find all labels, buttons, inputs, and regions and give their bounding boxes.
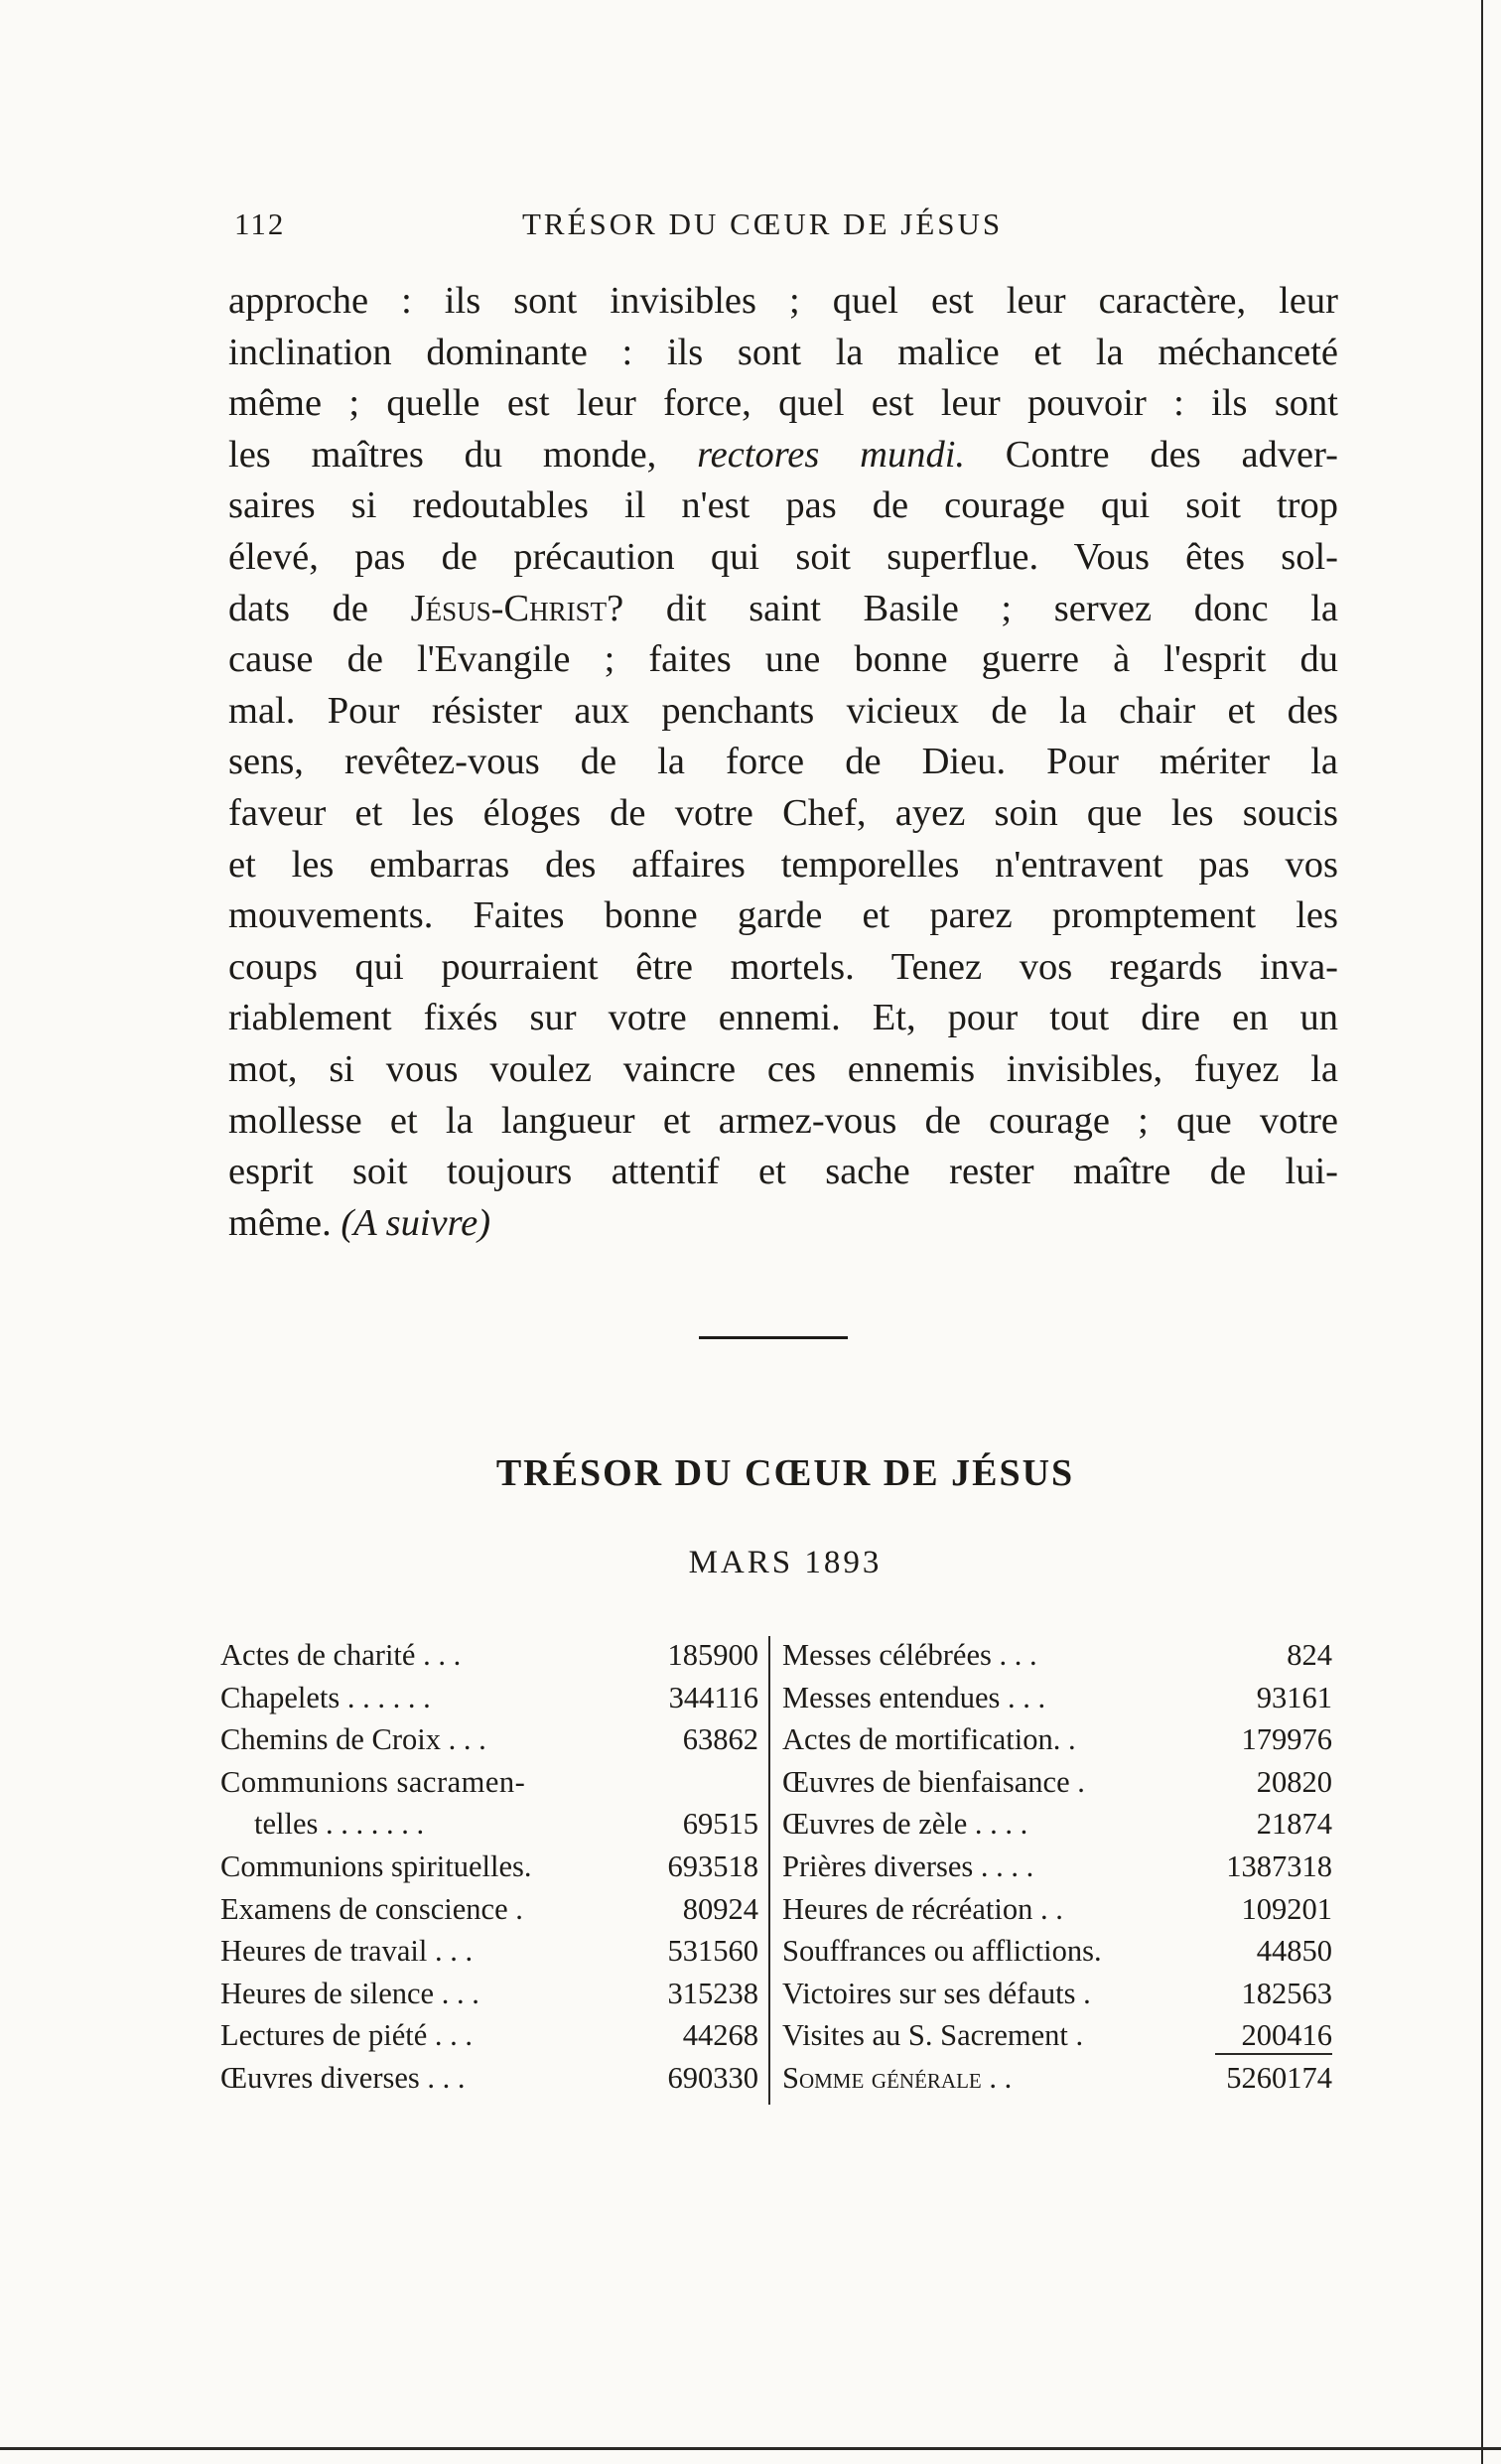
row-label: Heures de récréation . . — [782, 1891, 1063, 1926]
row-label: Œuvres de zèle . . . . — [782, 1807, 1028, 1842]
row-label: Lectures de piété . . . — [220, 2018, 474, 2053]
page-bottom-line — [0, 2447, 1501, 2450]
section-title: TRÉSOR DU CŒUR DE JÉSUS — [495, 1452, 1075, 1494]
table-row — [782, 1718, 1332, 1761]
table-row — [220, 2057, 766, 2100]
text-line: inclination dominante : ils sont la malice et la méchanceté — [228, 331, 1338, 373]
page-number: 112 — [234, 206, 286, 241]
table-row — [220, 1803, 766, 1846]
text-line: riablement fixés sur votre ennemi. Et, pour tout dire en un — [228, 997, 1338, 1039]
row-value: 693518 — [667, 1848, 758, 1883]
text-line: mouvements. Faites bonne garde et parez promptement les — [228, 894, 1338, 937]
row-value: 20820 — [1256, 1764, 1332, 1799]
row-label: Actes de charité . . . — [220, 1638, 462, 1672]
row-label: Messes entendues . . . — [782, 1680, 1046, 1714]
row-label: Heures de silence . . . — [220, 1976, 479, 2010]
row-value: 690330 — [667, 2060, 758, 2095]
table-row — [782, 1634, 1332, 1677]
row-label: Communions spirituelles. — [220, 1848, 532, 1883]
text-line: mal. Pour résister aux penchants vicieux de la chair et des — [228, 689, 1338, 732]
text-line: et les embarras des affaires temporelles n'entravent pas vos — [228, 843, 1338, 886]
row-value: 21874 — [1256, 1807, 1332, 1842]
row-label: telles . . . . . . . — [254, 1807, 425, 1842]
table-row — [220, 1973, 766, 2015]
statistics-table — [220, 1634, 1332, 2111]
text-line: faveur et les éloges de votre Chef, ayez soin que les soucis — [228, 791, 1338, 834]
row-label: Actes de mortification. . — [782, 1722, 1076, 1757]
table-row — [220, 1761, 766, 1804]
text-line: saires si redoutables il n'est pas de courage qui soit trop — [228, 484, 1338, 527]
body-text — [228, 276, 1338, 1249]
text-fragment: Contre des adver- — [965, 433, 1338, 476]
text-line — [228, 430, 1338, 481]
row-value: 824 — [1287, 1638, 1332, 1672]
table-row — [220, 1677, 766, 1719]
table-row — [220, 1718, 766, 1761]
table-row — [782, 1973, 1332, 2015]
row-value: 109201 — [1241, 1891, 1332, 1926]
table-row — [782, 1930, 1332, 1973]
total-label: Somme générale . . — [782, 2060, 1013, 2095]
text-fragment: les maîtres du monde, — [228, 433, 698, 476]
table-row — [782, 1803, 1332, 1846]
row-value: 531560 — [667, 1934, 758, 1969]
table-total-row — [782, 2057, 1332, 2100]
table-row — [220, 1634, 766, 1677]
row-label: Messes célébrées . . . — [782, 1638, 1037, 1672]
table-row — [782, 1677, 1332, 1719]
text-fragment: dats de — [228, 587, 411, 629]
running-title: TRÉSOR DU CŒUR DE JÉSUS — [522, 206, 1004, 241]
text-line: coups qui pourraient être mortels. Tenez vos regards inva- — [228, 945, 1338, 988]
row-label: Communions sacramen- — [220, 1764, 526, 1799]
row-label: Heures de travail . . . — [220, 1934, 474, 1969]
row-label: Chapelets . . . . . . — [220, 1680, 431, 1714]
row-label: Visites au S. Sacrement . — [782, 2018, 1084, 2053]
row-value: 185900 — [667, 1638, 758, 1672]
table-row — [782, 2014, 1332, 2057]
row-value: 344116 — [668, 1680, 758, 1714]
row-label: Souffrances ou afflictions. — [782, 1934, 1102, 1969]
row-value: 44268 — [682, 2018, 758, 2053]
row-label: Œuvres de bienfaisance . — [782, 1764, 1085, 1799]
table-row — [782, 1888, 1332, 1931]
text-line: mollesse et la langueur et armez-vous de courage ; que votre — [228, 1099, 1338, 1142]
column-divider — [768, 1636, 770, 2105]
text-line: mot, si vous voulez vaincre ces ennemis invisibles, fuyez la — [228, 1047, 1338, 1090]
section-separator — [699, 1336, 848, 1339]
latin-phrase: rectores mundi. — [697, 433, 966, 476]
text-line: cause de l'Evangile ; faites une bonne guerre à l'esprit du — [228, 638, 1338, 681]
row-label: Chemins de Croix . . . — [220, 1722, 486, 1757]
row-value: 200416 — [1241, 2018, 1332, 2053]
text-line: même ; quelle est leur force, quel est leur pouvoir : ils sont — [228, 382, 1338, 425]
page-edge-line — [1481, 0, 1483, 2464]
table-right-column — [782, 1634, 1332, 2100]
table-left-column — [220, 1634, 766, 2100]
row-value: 44850 — [1256, 1934, 1332, 1969]
text-fragment: même. — [228, 1201, 341, 1244]
text-line: approche : ils sont invisibles ; quel est leur caractère, leur — [228, 280, 1338, 322]
row-label: Examens de conscience . — [220, 1891, 523, 1926]
row-value: 63862 — [682, 1722, 758, 1757]
row-label: Victoires sur ses défauts . — [782, 1976, 1091, 2010]
row-value: 315238 — [667, 1976, 758, 2010]
table-row — [220, 1930, 766, 1973]
text-line: sens, revêtez-vous de la force de Dieu. Pour mériter la — [228, 741, 1338, 783]
text-fragment: ? dit saint Basile ; servez donc la — [607, 587, 1338, 629]
table-row — [782, 1846, 1332, 1888]
table-row — [220, 1846, 766, 1888]
row-value: 1387318 — [1226, 1848, 1332, 1883]
text-line: élevé, pas de précaution qui soit superflue. Vous êtes sol- — [228, 535, 1338, 578]
text-line — [228, 1198, 1338, 1250]
row-value: 80924 — [682, 1891, 758, 1926]
table-row — [782, 1761, 1332, 1804]
name-small-caps: Jésus-Christ — [410, 587, 608, 629]
table-row — [220, 1888, 766, 1931]
row-value: 93161 — [1256, 1680, 1332, 1714]
continuation-note: (A suivre) — [341, 1201, 491, 1244]
total-value: 5260174 — [1226, 2060, 1332, 2095]
table-row — [220, 2014, 766, 2057]
text-line: esprit soit toujours attentif et sache rester maître de lui- — [228, 1151, 1338, 1193]
row-value: 179976 — [1241, 1722, 1332, 1757]
row-label: Prières diverses . . . . — [782, 1848, 1034, 1883]
row-value: 69515 — [682, 1807, 758, 1842]
section-date: MARS 1893 — [688, 1545, 883, 1580]
row-value: 182563 — [1241, 1976, 1332, 2010]
page-header — [224, 206, 1326, 250]
sum-rule — [1215, 2053, 1332, 2055]
row-label: Œuvres diverses . . . — [220, 2060, 466, 2095]
text-line — [228, 584, 1338, 635]
